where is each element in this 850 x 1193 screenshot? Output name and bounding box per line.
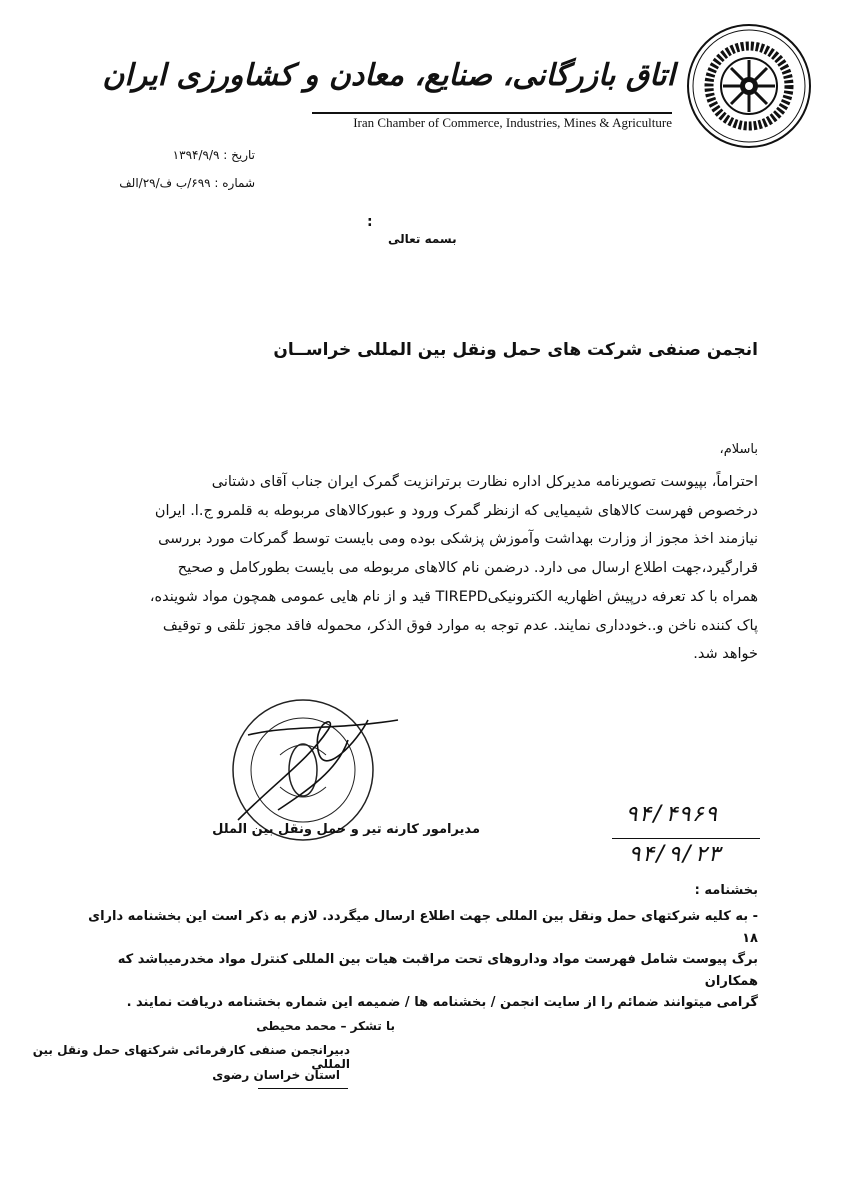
province-name: استان خراسان رضوی	[212, 1068, 340, 1082]
circular-line: - به کلیه شرکتهای حمل ونقل بین المللی جهت اطلاع ارسال میگردد. لازم به ذکر است این بخشنامه دارای ۱۸	[88, 909, 758, 946]
body-line: خواهد شد.	[693, 646, 758, 663]
circular-title: بخشنامه :	[694, 883, 758, 898]
body-line: همراه با کد تعرفه درپیش اظهاریه الکترونیکیTIREPD قید و از نام هایی عمومی همچون مواد شوینده،	[149, 588, 758, 605]
circular-text	[68, 906, 758, 1014]
chamber-title-en: Iran Chamber of Commerce, Industries, Mines & Agriculture	[353, 115, 672, 130]
handwritten-date: ۹۴/۹/۲۳	[628, 842, 721, 867]
letter-number: شماره : ۶۹۹/ب ف/۲۹/الف	[119, 176, 255, 190]
besmellah: بسمه تعالی	[388, 232, 457, 246]
body-line: قرارگیرد،جهت اطلاع ارسال می دارد. درضمن نام کالاهای مربوطه می بایست بطورکامل و صحیح	[177, 560, 758, 577]
province-underline	[258, 1088, 348, 1089]
circular-line: گرامی میتوانند ضمائم را از سایت انجمن / بخشنامه ها / ضمیمه این شماره بخشنامه دریافت نمایند .	[126, 995, 758, 1010]
thanks-signature: با تشکر – محمد محیطی	[256, 1019, 395, 1033]
salutation: باسلام،	[719, 442, 758, 457]
letter-body	[88, 468, 758, 669]
body-line: درخصوص فهرست کالاهای شیمیایی که ازنظر گمرک ورود و عبورکالاهای مربوطه به قلمرو ج.ا. ایران	[154, 502, 758, 519]
circular-line: برگ پیوست شامل فهرست مواد وداروهای تحت مراقبت هیات بین المللی کنترل مواد مخدرمیباشد که همکاران	[117, 952, 758, 989]
body-line: پاک کننده ناخن و..خودداری نمایند. عدم توجه به موارد فوق الذکر، محموله فاقد مجوز تلقی و توقیف	[162, 617, 758, 634]
addressee: انجمن صنفی شرکت های حمل ونقل بین المللی خراســان	[273, 340, 758, 360]
secretary-title: دبیرانجمن صنفی کارفرمائی شرکتهای حمل ونقل بین المللی	[32, 1043, 350, 1071]
chamber-seal-logo	[685, 22, 813, 150]
handwritten-signature	[218, 700, 418, 830]
chamber-title-fa: اتاق بازرگانی، صنایع، معادن و کشاورزی ایران	[102, 58, 675, 93]
body-line: نیازمند اخذ مجوز از وزارت بهداشت وآموزش پزشکی بوده ومی بایست توسط گمرکات مورد بررسی	[158, 531, 758, 548]
body-line: احتراماً، بپیوست تصویرنامه مدیرکل اداره نظارت برترانزیت گمرک ایران جناب آقای دشتانی	[211, 474, 758, 490]
signatory-title: مدیرامور کارنه تیر و حمل ونقل بین الملل	[212, 822, 480, 837]
letter-date: تاریخ : ۱۳۹۴/۹/۹	[172, 148, 255, 162]
header-rule	[312, 112, 672, 114]
handwritten-rule	[612, 838, 760, 839]
besmellah-dots: :	[367, 214, 373, 230]
handwritten-number: ۹۴/۴۹۶۹	[625, 802, 718, 827]
